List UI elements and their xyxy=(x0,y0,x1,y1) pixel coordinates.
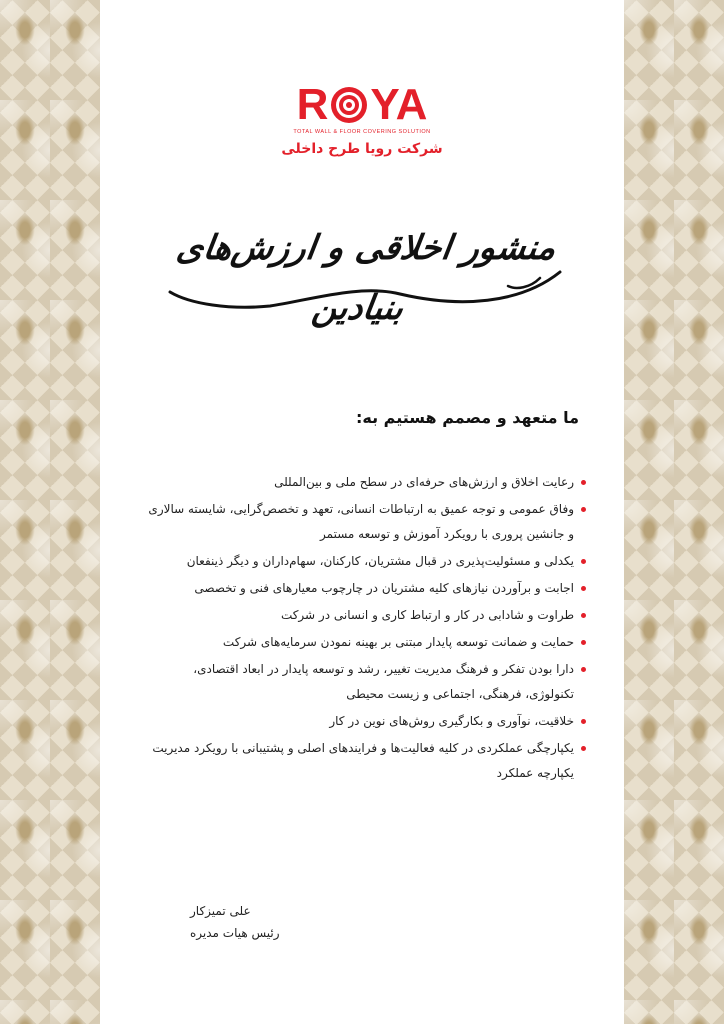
page-title-text: منشور اخلاقی و ارزش‌های بنیادین xyxy=(174,228,559,328)
list-item-text: حمایت و ضمانت توسعه پایدار مبتنی بر بهینه نمودن سرمایه‌های شرکت xyxy=(222,635,574,649)
list-item xyxy=(146,470,586,495)
bullet-icon xyxy=(581,586,586,591)
company-logo xyxy=(270,80,454,157)
list-item xyxy=(146,709,586,734)
decorative-border-left xyxy=(0,0,100,1024)
list-item-text: یکدلی و مسئولیت‌پذیری در قبال مشتریان، کارکنان، سهام‌داران و دیگر ذینفعان xyxy=(186,554,574,568)
logo-tagline: TOTAL WALL & FLOOR COVERING SOLUTION xyxy=(293,129,431,135)
list-item xyxy=(146,736,586,786)
bullet-icon xyxy=(581,746,586,751)
bullet-icon xyxy=(581,667,586,672)
bullet-icon xyxy=(581,719,586,724)
decorative-border-right xyxy=(624,0,724,1024)
list-item-text: خلاقیت، نوآوری و بکارگیری روش‌های نوین در کار xyxy=(329,714,574,728)
bullet-icon xyxy=(581,507,586,512)
list-item xyxy=(146,603,586,628)
list-item xyxy=(146,549,586,574)
list-item-text: دارا بودن تفکر و فرهنگ مدیریت تغییر، رشد و توسعه پایدار در ابعاد اقتصادی، تکنولوژی، فرهنگی، اجتماعی و زیست محیطی xyxy=(193,662,574,701)
list-item xyxy=(146,630,586,655)
list-item-text: یکپارچگی عملکردی در کلیه فعالیت‌ها و فرایندهای اصلی و پشتیبانی با رویکرد مدیریت یکپارچه عملکرد xyxy=(152,741,574,780)
list-item xyxy=(146,497,586,547)
logo-letter-r: R xyxy=(296,80,329,129)
signatory-role: رئیس هیات مدیره xyxy=(190,926,280,940)
company-name-persian: شرکت رویا طرح داخلی xyxy=(281,141,443,157)
bullet-icon xyxy=(581,613,586,618)
bullet-icon xyxy=(581,640,586,645)
signatory-name: علی تمیزکار xyxy=(190,904,251,918)
list-item xyxy=(146,576,586,601)
list-item-text: رعایت اخلاق و ارزش‌های حرفه‌ای در سطح ملی و بین‌المللی xyxy=(274,475,574,489)
logo-wordmark xyxy=(270,80,454,130)
title-flourish-icon xyxy=(160,264,564,314)
logo-letters-ya: YA xyxy=(370,80,428,129)
list-item xyxy=(146,657,586,707)
commitments-list xyxy=(146,470,586,788)
logo-target-icon xyxy=(329,85,369,125)
list-item-text: وفاق عمومی و توجه عمیق به ارتباطات انسانی، تعهد و تخصص‌گرایی، شایسته سالاری و جانشین پروری با رویکرد آموزش و توسعه مستمر xyxy=(148,502,574,541)
list-item-text: اجابت و برآوردن نیازهای کلیه مشتریان در چارچوب معیارهای فنی و تخصصی xyxy=(194,581,574,595)
signature-block xyxy=(190,900,390,944)
list-item-text: طراوت و شادابی در کار و ارتباط کاری و انسانی در شرکت xyxy=(280,608,574,622)
bullet-icon xyxy=(581,559,586,564)
intro-heading: ما متعهد و مصمم هستیم به: xyxy=(355,408,579,427)
page-title xyxy=(160,218,564,328)
bullet-icon xyxy=(581,480,586,485)
